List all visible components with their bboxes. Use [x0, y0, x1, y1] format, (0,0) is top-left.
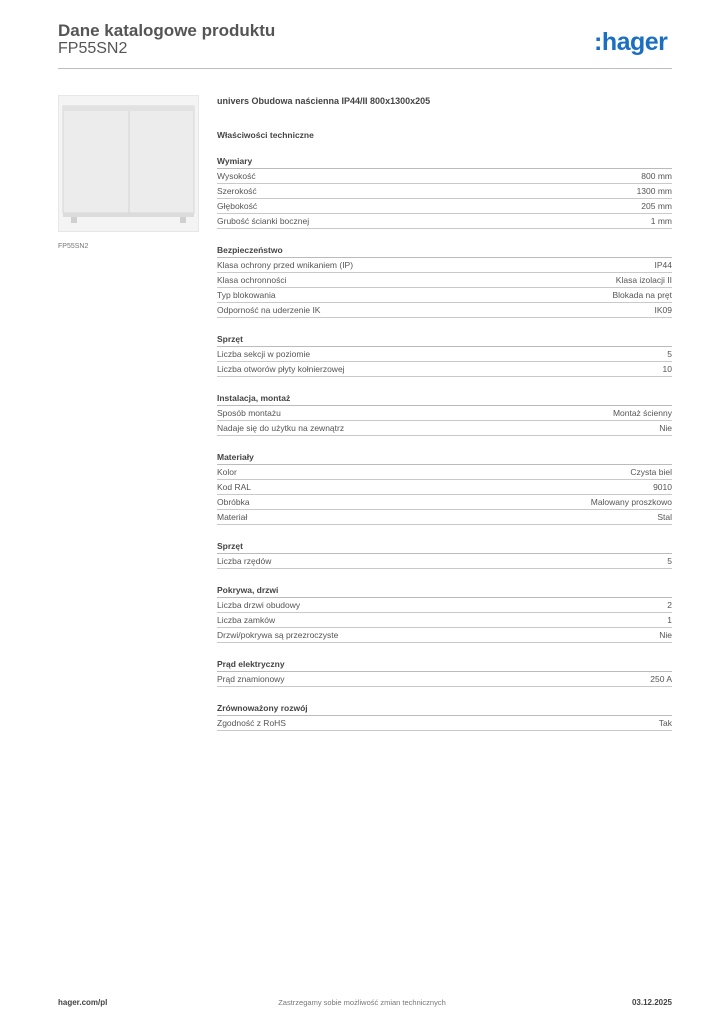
spec-value: Tak — [658, 718, 672, 728]
spec-row — [217, 273, 672, 288]
spec-label: Liczba otworów płyty kołnierzowej — [217, 364, 345, 374]
product-title: univers Obudowa naścienna IP44/II 800x1300x205 — [217, 96, 431, 106]
product-details — [217, 96, 672, 731]
footer-website: hager.com/pl — [58, 998, 108, 1007]
spec-label: Liczba drzwi obudowy — [217, 600, 301, 610]
spec-label: Kod RAL — [217, 482, 252, 492]
spec-row — [217, 510, 672, 525]
spec-value: IK09 — [654, 305, 672, 315]
spec-section — [217, 541, 672, 569]
footer-disclaimer: Zastrzegamy sobie możliwość zmian technicznych — [278, 998, 446, 1007]
spec-value: 250 A — [650, 674, 672, 684]
spec-label: Liczba zamków — [217, 615, 276, 625]
spec-value: 9010 — [653, 482, 672, 492]
spec-section — [217, 659, 672, 687]
spec-value: Stal — [657, 512, 672, 522]
section-title: Zrównoważony rozwój — [217, 703, 672, 716]
spec-label: Kolor — [217, 467, 237, 477]
spec-row — [217, 347, 672, 362]
section-title: Instalacja, montaż — [217, 393, 672, 406]
spec-label: Klasa ochronności — [217, 275, 287, 285]
spec-label: Wysokość — [217, 171, 256, 181]
page-title: Dane katalogowe produktu — [58, 21, 276, 40]
spec-value: Nie — [659, 630, 672, 640]
spec-row — [217, 406, 672, 421]
header-divider — [58, 68, 672, 69]
section-title: Pokrywa, drzwi — [217, 585, 672, 598]
spec-value: 2 — [667, 600, 672, 610]
spec-value: 5 — [667, 349, 672, 359]
spec-label: Zgodność z RoHS — [217, 718, 286, 728]
spec-label: Sposób montażu — [217, 408, 281, 418]
section-title: Sprzęt — [217, 541, 672, 554]
spec-row — [217, 288, 672, 303]
spec-label: Typ blokowania — [217, 290, 276, 300]
spec-row — [217, 184, 672, 199]
spec-label: Liczba rzędów — [217, 556, 272, 566]
spec-section — [217, 452, 672, 525]
spec-label: Odporność na uderzenie IK — [217, 305, 321, 315]
product-image — [58, 95, 199, 232]
spec-value: IP44 — [654, 260, 672, 270]
footer-date: 03.12.2025 — [631, 998, 672, 1007]
spec-value: 205 mm — [641, 201, 672, 211]
spec-value: 800 mm — [641, 171, 672, 181]
spec-section — [217, 393, 672, 436]
product-code: FP55SN2 — [58, 40, 128, 57]
section-title: Bezpieczeństwo — [217, 245, 672, 258]
spec-label: Materiał — [217, 512, 248, 522]
spec-value: Nie — [659, 423, 672, 433]
spec-label: Klasa ochrony przed wnikaniem (IP) — [217, 260, 354, 270]
spec-value: 1 mm — [650, 216, 672, 226]
spec-row — [217, 598, 672, 613]
spec-label: Nadaje się do użytku na zewnątrz — [217, 423, 345, 433]
spec-section — [217, 156, 672, 229]
spec-row — [217, 258, 672, 273]
spec-value: 5 — [667, 556, 672, 566]
spec-label: Liczba sekcji w poziomie — [217, 349, 311, 359]
section-title: Prąd elektryczny — [217, 659, 672, 672]
spec-section — [217, 334, 672, 377]
section-title: Sprzęt — [217, 334, 672, 347]
spec-label: Obróbka — [217, 497, 250, 507]
spec-value: Montaż ścienny — [612, 408, 672, 418]
image-caption: FP55SN2 — [58, 243, 89, 250]
spec-label: Grubość ścianki bocznej — [217, 216, 310, 226]
spec-value: Blokada na pręt — [612, 290, 672, 300]
spec-row — [217, 465, 672, 480]
section-title: Materiały — [217, 452, 672, 465]
spec-row — [217, 495, 672, 510]
spec-row — [217, 554, 672, 569]
spec-row — [217, 214, 672, 229]
spec-value: Czysta biel — [630, 467, 672, 477]
spec-value: 1300 mm — [636, 186, 672, 196]
spec-row — [217, 716, 672, 731]
spec-row — [217, 628, 672, 643]
spec-value: Malowany proszkowo — [590, 497, 672, 507]
spec-section — [217, 703, 672, 731]
section-title: Wymiary — [217, 156, 672, 169]
spec-label: Głębokość — [217, 201, 258, 211]
spec-row — [217, 169, 672, 184]
spec-label: Prąd znamionowy — [217, 674, 285, 684]
spec-value: 10 — [662, 364, 672, 374]
hager-logo: :hager — [594, 28, 668, 56]
enclosure-illustration — [59, 96, 198, 231]
spec-section — [217, 245, 672, 318]
spec-section — [217, 585, 672, 643]
technical-properties-heading: Właściwości techniczne — [217, 130, 314, 140]
spec-value: 1 — [667, 615, 672, 625]
spec-row — [217, 421, 672, 436]
spec-row — [217, 303, 672, 318]
spec-value: Klasa izolacji II — [615, 275, 672, 285]
spec-label: Szerokość — [217, 186, 257, 196]
spec-row — [217, 613, 672, 628]
spec-row — [217, 362, 672, 377]
specification-sections — [217, 156, 672, 731]
spec-label: Drzwi/pokrywa są przezroczyste — [217, 630, 339, 640]
spec-row — [217, 480, 672, 495]
spec-row — [217, 672, 672, 687]
spec-row — [217, 199, 672, 214]
